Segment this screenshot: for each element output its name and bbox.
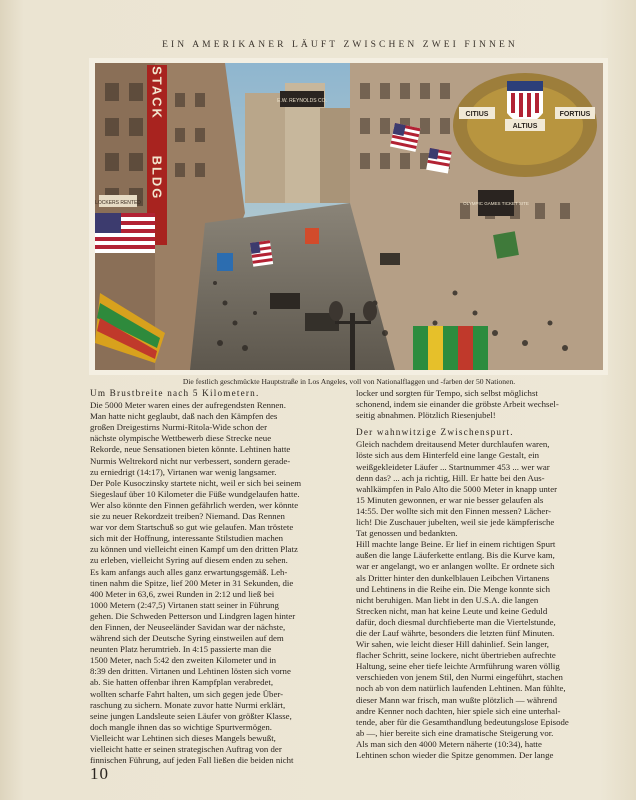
text-line: sie zu neuer Rekordzeit treiben? Niemand. Das Rennen [90,511,285,522]
text-line: doch mangle ihnen das so wichtige Spurtvermögen. [90,721,273,732]
text-line: locker und sorgten für Tempo, sich selbst möglichst [356,388,538,398]
text-line: seitig abnahmen. Plötzlich Riesenjubel! [356,410,496,421]
text-line: Es kam anfangs auch alles ganz erwartungsgemäß. Leh- [90,566,288,577]
olympic-emblem [453,73,597,177]
right-column-text [356,439,614,761]
text-line: 400 Meter in 63,6, zwei Runden in 2:12 und ließ bei [90,588,275,599]
text-line: 14:55. Der wollte sich mit den Finnen messen? Lächer- [356,505,552,516]
text-line: Nurmis Weltrekord nicht nur verbessert, sondern gerade- [90,455,291,466]
section-heading-zwischenspurt: Der wahnwitzige Zwischenspurt. [356,427,514,438]
fortius-text: FORTIUS [559,111,591,118]
text-line: finnischen Führung, auf jeden Fall ließen die beiden nicht [90,755,294,766]
text-line: 1500 Meter, nach 5:42 den zweiten Kilometer und in [90,655,277,666]
text-line: sich mit der Hoffnung, interessante Stilstudien machen [90,533,284,544]
text-line: die der Lauf währte, besonders die letzten fünf Minuten. [356,627,555,638]
text-line: dafür, doch diesmal durchfieberte man die Viertelstunde, [356,616,556,627]
text-line: gehen. Die Schweden Petterson und Lindgren lagen hinter [90,610,296,621]
text-line: Wir sahen, wie leicht dieser Hill dahinlief. Sein langer, [356,639,550,650]
text-line: Man hatte nicht geglaubt, daß nach den Kämpfen des [90,411,278,422]
text-line: seine jungen Landsleute seien Läufer von größter Klasse, [90,710,292,721]
text-line: noch ab von dem natürlich laufenden Lehtinen. Man fühlte, [356,683,566,694]
stack-sign-text: STACK [149,66,165,120]
altius-text: ALTIUS [512,123,538,130]
left-column-text [90,400,348,766]
text-line: wollten scharfe Fahrt halten, um sich gegen jede Über- [90,688,284,699]
reynolds-sign-text: E.W. REYNOLDS CO. [277,98,327,104]
text-line: außen die lange Läuferkette entlang. Bis die Kurve kam, [356,550,555,561]
text-line: war er angelangt, wo er anlangen wollte. Er ordnete sich [356,561,555,572]
running-header: EIN AMERIKANER LÄUFT ZWISCHEN ZWEI FINNEN [162,40,518,50]
bldg-sign-text: BLDG [149,155,165,201]
text-line: Die 5000 Meter waren eines der aufregendsten Rennen. [90,400,286,411]
text-line: tinen nahm die Spitze, lief 200 Meter in 31 Sekunden, die [90,577,294,588]
text-line: wahlkämpfen in Palo Alto die 5000 Meter in knapp unter [356,483,558,494]
street-photo [95,63,603,370]
text-line: Lehtinen schon wieder die Spitze genommen. Der lange [356,750,554,760]
text-line: Vielleicht war Lehtinen sich dieses Mangels bewußt, [90,732,276,743]
left-column [90,388,348,766]
text-line: den Finnen, der Neuseeländer Savidan war der nächste, [90,621,286,632]
text-line: lich! Die Zuschauer jubelten, weil sie jede kämpferische [356,517,555,528]
text-line: Der Pole Kusoczinsky startete nicht, weil er sich bei seinem [90,477,302,488]
olympic-games-sign-text: OLYMPIC GAMES TICKET SITE [463,201,529,206]
text-line: zu können und vielleicht einen Kampf um den dritten Platz [90,544,298,555]
text-line: Als man sich den 4000 Metern näherte (10:34), hatte [356,738,542,749]
text-line: Wer also könnte den Finnen gefährlich werden, wer könnte [90,499,299,510]
text-line: neunten Platz herumtrieb. In 4:15 passierte man die [90,644,272,655]
text-line: war vor dem Startschuß so gut wie gelaufen. Man tröstete [90,522,294,533]
text-line: vielleicht hatte er seinen strategischen Auftrag von der [90,744,282,754]
text-line: weißgekleideter Läufer ... Startnummer 453 ... wer war [356,461,550,472]
text-line: Siegeslauf über 10 Kilometer die Füße wundgelaufen hatte. [90,488,300,499]
text-line: Rekorde, neue Sensationen bieten könnte. Lehtinen hatte [90,444,291,455]
text-line: andre Kenner noch dachten, hier spiele sich eine unterhal- [356,705,561,716]
text-line: großen Dreigestirns Nurmi-Ritola-Wide schon der [90,422,268,433]
car [380,253,400,265]
text-line: ab. Sie hatten offenbar ihren Kampfplan verabredet, [90,677,274,688]
text-line: Hill machte lange Beine. Er lief in einem richtigen Spurt [356,539,556,550]
page-number: 10 [90,764,109,783]
text-line: 1000 Metern (2:47,5) Virtanen statt seiner in Führung [90,599,279,610]
text-line: ab —, hier bereite sich eine dramatische Steigerung vor. [356,727,554,738]
text-line: Haltung, seine eher tiefe leichte Armführung waren völlig [356,661,560,672]
text-line: raschung zu sichern. Monate zuvor hatte Nurmi erklärt, [90,699,286,710]
text-line: 8:39 den dritten. Virtanen und Lehtinen lösten sich vorne [90,666,291,677]
car [270,293,300,309]
text-line: dieser Mann war frisch, man wußte plötzlich — während [356,694,558,705]
text-line: tende, aber für die Gesamthandlung bedeutungslose Episode [356,716,569,727]
text-line: nicht beruhigen. Man liebt in den U.S.A. die langen [356,594,539,605]
text-line: zu erleben, vielleicht Syring auf diesem enden zu sehen. [90,555,288,566]
text-line: flacher Schritt, seine lockere, nicht übertrieben aufrechte [356,650,556,661]
text-line: nächste olympische Wettbewerb diese Strecke neue [90,433,272,444]
text-line: denn das? ... ach ja richtig, Hill. Er hatte bei den Aus- [356,472,545,483]
text-line: Strecken nicht, man hat keine Leute und keine Geduld [356,605,548,616]
section-heading-brustbreite: Um Brustbreite nach 5 Kilometern. [90,388,260,398]
text-line: Gleich nachdem dreitausend Meter durchlaufen waren, [356,439,550,450]
citius-text: CITIUS [465,111,489,118]
text-line: 15 Minuten gewonnen, er war nie besser gelaufen als [356,494,544,505]
right-column [356,388,614,761]
text-line: verschieden von jenem Stil, den Nurmi eingeführt, stachen [356,672,563,683]
text-line: Tat genossen und bedankten. [356,528,458,539]
right-column-text-top [356,388,614,421]
text-line: zu erniedrigt (14:17), Virtanen war wenig langsamer. [90,466,277,477]
text-line: als Dritter hinter den dunkelblauen Leibchen Virtanens [356,572,550,583]
lockers-sign-text: LOCKERS RENTED [95,200,141,206]
distant-building [320,108,350,203]
text-line: und Lehtinens in die Reihe ein. Die Menge konnte sich [356,583,550,594]
photo-caption: Die festlich geschmückte Hauptstraße in Los Angeles, voll von Nationalflaggen und -farben der 50 Nationen. [182,377,516,386]
text-line: während sich der Deutsche Syring einstweilen auf dem [90,633,284,644]
text-line: schonend, indem sie einander die gröbste Arbeit wechsel- [356,399,559,410]
text-line: löste sich aus dem Hinterfeld eine lange Gestalt, ein [356,450,539,461]
